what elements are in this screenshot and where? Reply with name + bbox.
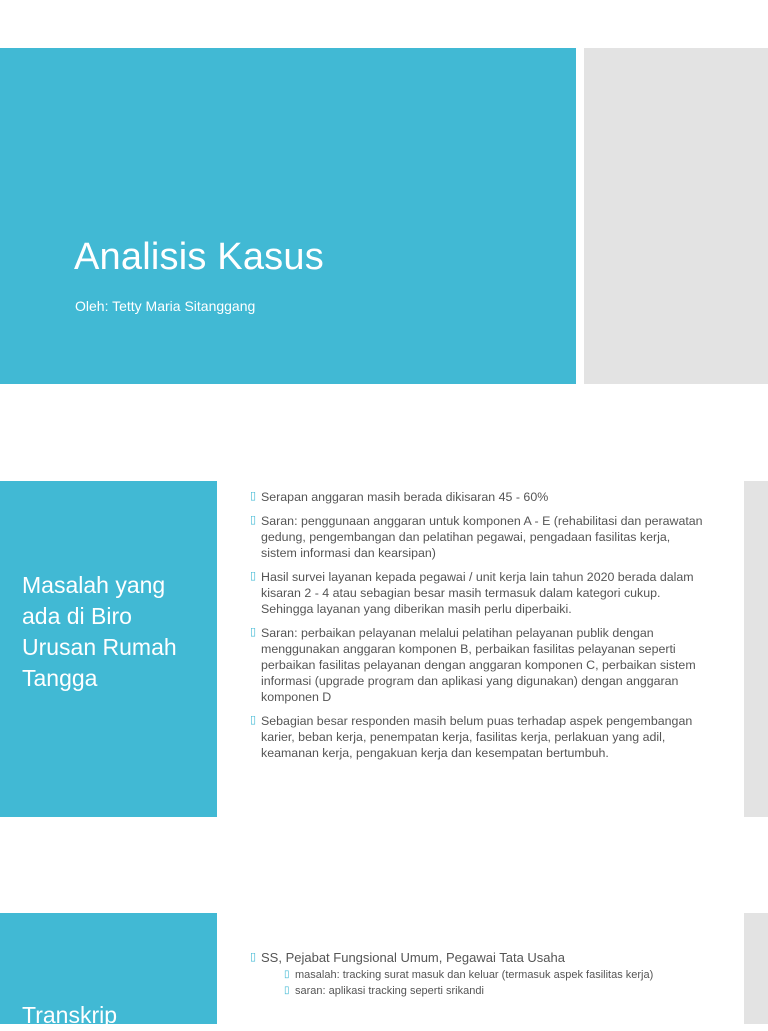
square-bullet-icon: ▯ xyxy=(284,985,290,996)
sub-bullet-list xyxy=(261,968,709,998)
slide2-bullet-list xyxy=(249,489,709,769)
slide-subtitle: Oleh: Tetty Maria Sitanggang xyxy=(75,298,256,314)
sub-list-item xyxy=(283,968,709,982)
square-bullet-icon: ▯ xyxy=(250,626,257,638)
bullet-text: Saran: perbaikan pelayanan melalui pelatihan pelayanan publik dengan menggunakan anggaran komponen B, perbaikan fasilitas pelayanan seperti perbaikan fasilitas pelayanan dengan anggaran komponen C, perbaikan sistem informasi (upgrade program dan aplikasi yang digunakan) dengan anggaran komponen D xyxy=(261,626,696,704)
bullet-text: Hasil survei layanan kepada pegawai / unit kerja lain tahun 2020 berada dalam kisaran 2 - 4 atau sebagian besar masih termasuk dalam kategori cukup. Sehingga layanan yang diberikan masih perlu diperbaiki. xyxy=(261,570,694,616)
title-slide-side-panel xyxy=(584,48,768,384)
sub-bullet-text: saran: aplikasi tracking seperti srikandi xyxy=(295,985,484,997)
slide3-bullet-list xyxy=(249,950,709,1000)
bullet-text: Serapan anggaran masih berada dikisaran 45 - 60% xyxy=(261,490,549,504)
sub-bullet-text: masalah: tracking surat masuk dan keluar (termasuk aspek fasilitas kerja) xyxy=(295,969,654,981)
slide-title: Analisis Kasus xyxy=(74,236,324,278)
title-slide-panel xyxy=(0,48,576,384)
square-bullet-icon: ▯ xyxy=(250,490,257,502)
list-item xyxy=(249,713,709,761)
sub-list-item xyxy=(283,984,709,998)
slide2-title: Masalah yang ada di Biro Urusan Rumah Tangga xyxy=(22,572,177,691)
bullet-text: Saran: penggunaan anggaran untuk komponen A - E (rehabilitasi dan perawatan gedung, pengembangan dan pelatihan pegawai, pengadaan fasilitas kerja, sistem informasi dan kearsipan) xyxy=(261,514,703,560)
list-item xyxy=(249,569,709,617)
square-bullet-icon: ▯ xyxy=(250,951,257,963)
bullet-text: SS, Pejabat Fungsional Umum, Pegawai Tata Usaha xyxy=(261,950,565,965)
bullet-text: Sebagian besar responden masih belum puas terhadap aspek pengembangan karier, beban kerja, penempatan kerja, fasilitas kerja, perlakuan yang adil, keamanan kerja, pengakuan kerja dan kesempatan bertumbuh. xyxy=(261,714,693,760)
list-item xyxy=(249,513,709,561)
slide2-next-preview xyxy=(744,481,768,817)
square-bullet-icon: ▯ xyxy=(250,514,257,526)
list-item xyxy=(249,625,709,705)
list-item xyxy=(249,489,709,505)
square-bullet-icon: ▯ xyxy=(284,969,290,980)
square-bullet-icon: ▯ xyxy=(250,714,257,726)
slide3-next-preview xyxy=(744,913,768,1024)
slide3-title: Transkrip xyxy=(22,1002,117,1028)
square-bullet-icon: ▯ xyxy=(250,570,257,582)
list-item xyxy=(249,950,709,998)
